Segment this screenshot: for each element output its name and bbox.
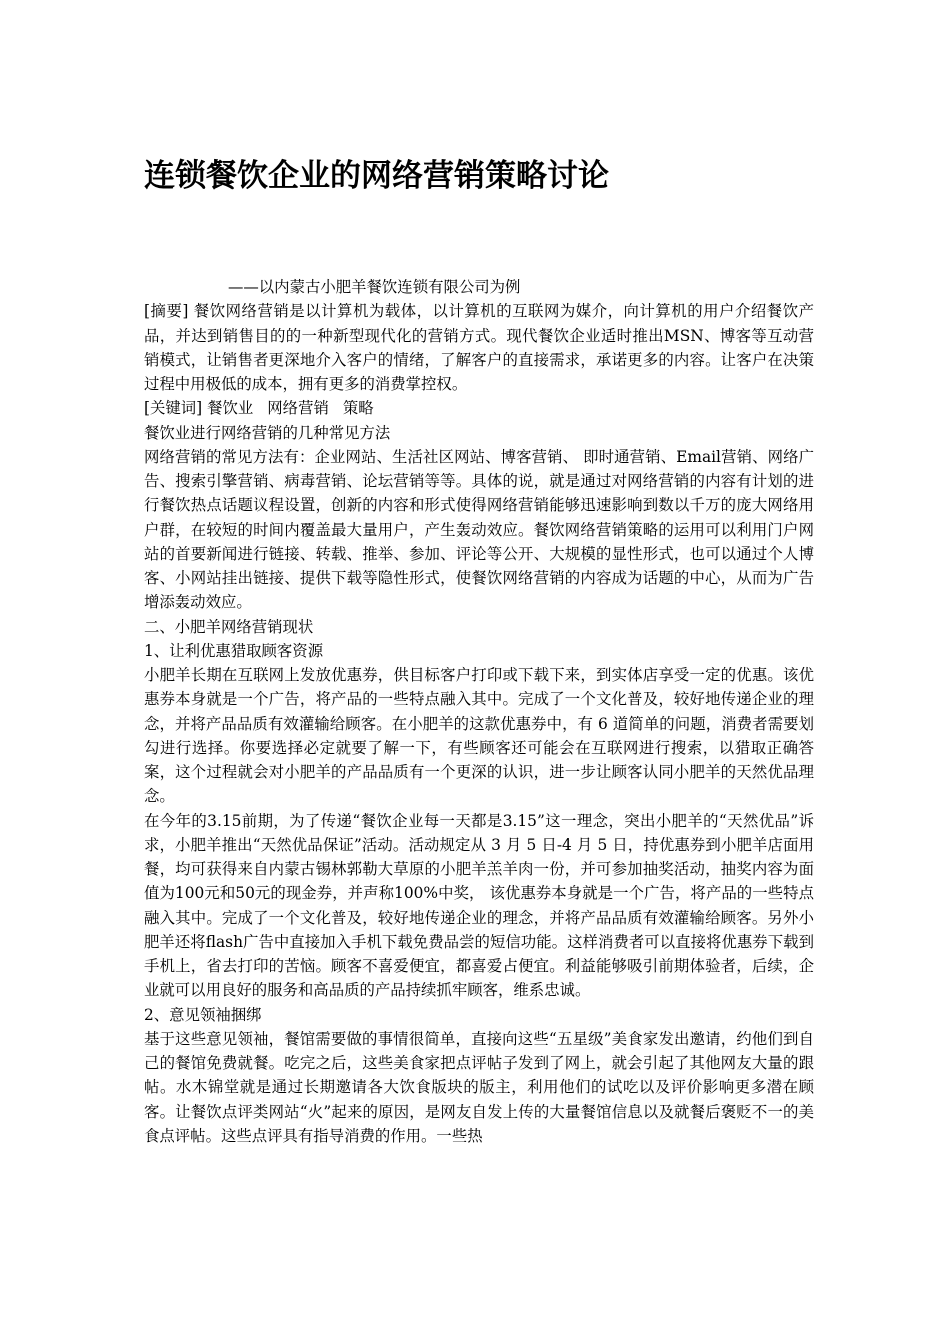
page-title: 连锁餐饮企业的网络营销策略讨论	[144, 158, 609, 194]
subtitle: ——以内蒙古小肥羊餐饮连锁有限公司为例	[228, 278, 521, 296]
keywords-line	[144, 396, 814, 420]
subsection-heading: 1、让利优惠猎取顾客资源	[144, 641, 324, 660]
keyword: 策略	[342, 399, 374, 418]
keyword: 网络营销	[267, 399, 329, 418]
keywords-label: [关键词]	[144, 399, 203, 418]
body-paragraph: 在今年的3.15前期，为了传递“餐饮企业每一天都是3.15”这一理念，突出小肥羊的“天然优品”诉求，小肥羊推出“天然优品保证”活动。活动规定从 3 月 5 日-4 月 5 日，持优惠券到小肥羊店面用餐，均可获得来自内蒙古锡林郭勒大草原的小肥羊羔羊肉一份，并可参加抽奖活动，抽奖内容为面值为100元和50元的现金券，并声称100%中奖， 该优惠券本身就是一个广告，将产品的一些特点融入其中。完成了一个文化普及，较好地传递企业的理念，并将产品品质有效灌输给顾客。另外小肥羊还将flash广告中直接加入手机下载免费品尝的短信功能。这样消费者可以直接将优惠券下载到手机上，省去打印的苦恼。顾客不喜爱便宜，都喜爱占便宜。利益能够吸引前期体验者，后续，企业就可以用良好的服务和高品质的产品持续抓牢顾客，维系忠诚。	[144, 811, 814, 1000]
section-heading: 餐饮业进行网络营销的几种常见方法	[144, 423, 391, 442]
subsection-heading: 2、意见领袖捆绑	[144, 1005, 262, 1024]
keyword: 餐饮业	[207, 399, 254, 418]
body-paragraph: 基于这些意见领袖，餐馆需要做的事情很简单，直接向这些“五星级”美食家发出邀请，约他们到自己的餐馆免费就餐。吃完之后，这些美食家把点评帖子发到了网上，就会引起了其他网友大量的跟帖。水木锦堂就是通过长期邀请各大饮食版块的版主，利用他们的试吃以及评价影响更多潜在顾客。让餐饮点评类网站“火”起来的原因，是网友自发上传的大量餐馆信息以及就餐后褒贬不一的美食点评帖。这些点评具有指导消费的作用。一些热	[144, 1029, 814, 1145]
body-paragraph: 网络营销的常见方法有：企业网站、生活社区网站、博客营销、 即时通营销、Email营销、网络广告、搜索引擎营销、病毒营销、论坛营销等等。具体的说，就是通过对网络营销的内容有计划的进行餐饮热点话题议程设置，创新的内容和形式使得网络营销能够迅速影响到数以千万的庞大网络用户群，在较短的时间内覆盖最大量用户，产生轰动效应。餐饮网络营销策略的运用可以利用门户网站的首要新闻进行链接、转载、推举、参加、评论等公开、大规模的显性形式，也可以通过个人博客、小网站挂出链接、提供下载等隐性形式，使餐饮网络营销的内容成为话题的中心，从而为广告增添轰动效应。	[144, 447, 814, 612]
abstract-paragraph: [摘要] 餐饮网络营销是以计算机为载体，以计算机的互联网为媒介，向计算机的用户介绍餐饮产品，并达到销售目的的一种新型现代化的营销方式。现代餐饮企业适时推出MSN、博客等互动营销模式，让销售者更深地介入客户的情绪，了解客户的直接需求，承诺更多的内容。让客户在决策过程中用极低的成本，拥有更多的消费掌控权。	[144, 302, 814, 393]
body-paragraph: 小肥羊长期在互联网上发放优惠券，供目标客户打印或下载下来，到实体店享受一定的优惠。该优惠券本身就是一个广告，将产品的一些特点融入其中。完成了一个文化普及，较好地传递企业的理念，并将产品品质有效灌输给顾客。在小肥羊的这款优惠券中，有 6 道简单的问题，消费者需要划勾进行选择。你要选择必定就要了解一下，有些顾客还可能会在互联网进行搜索，以猎取正确答案，这个过程就会对小肥羊的产品品质有一个更深的认识，进一步让顾客认同小肥羊的天然优品理念。	[144, 666, 814, 806]
section-heading: 二、小肥羊网络营销现状	[144, 617, 314, 636]
document-body	[144, 275, 814, 1148]
